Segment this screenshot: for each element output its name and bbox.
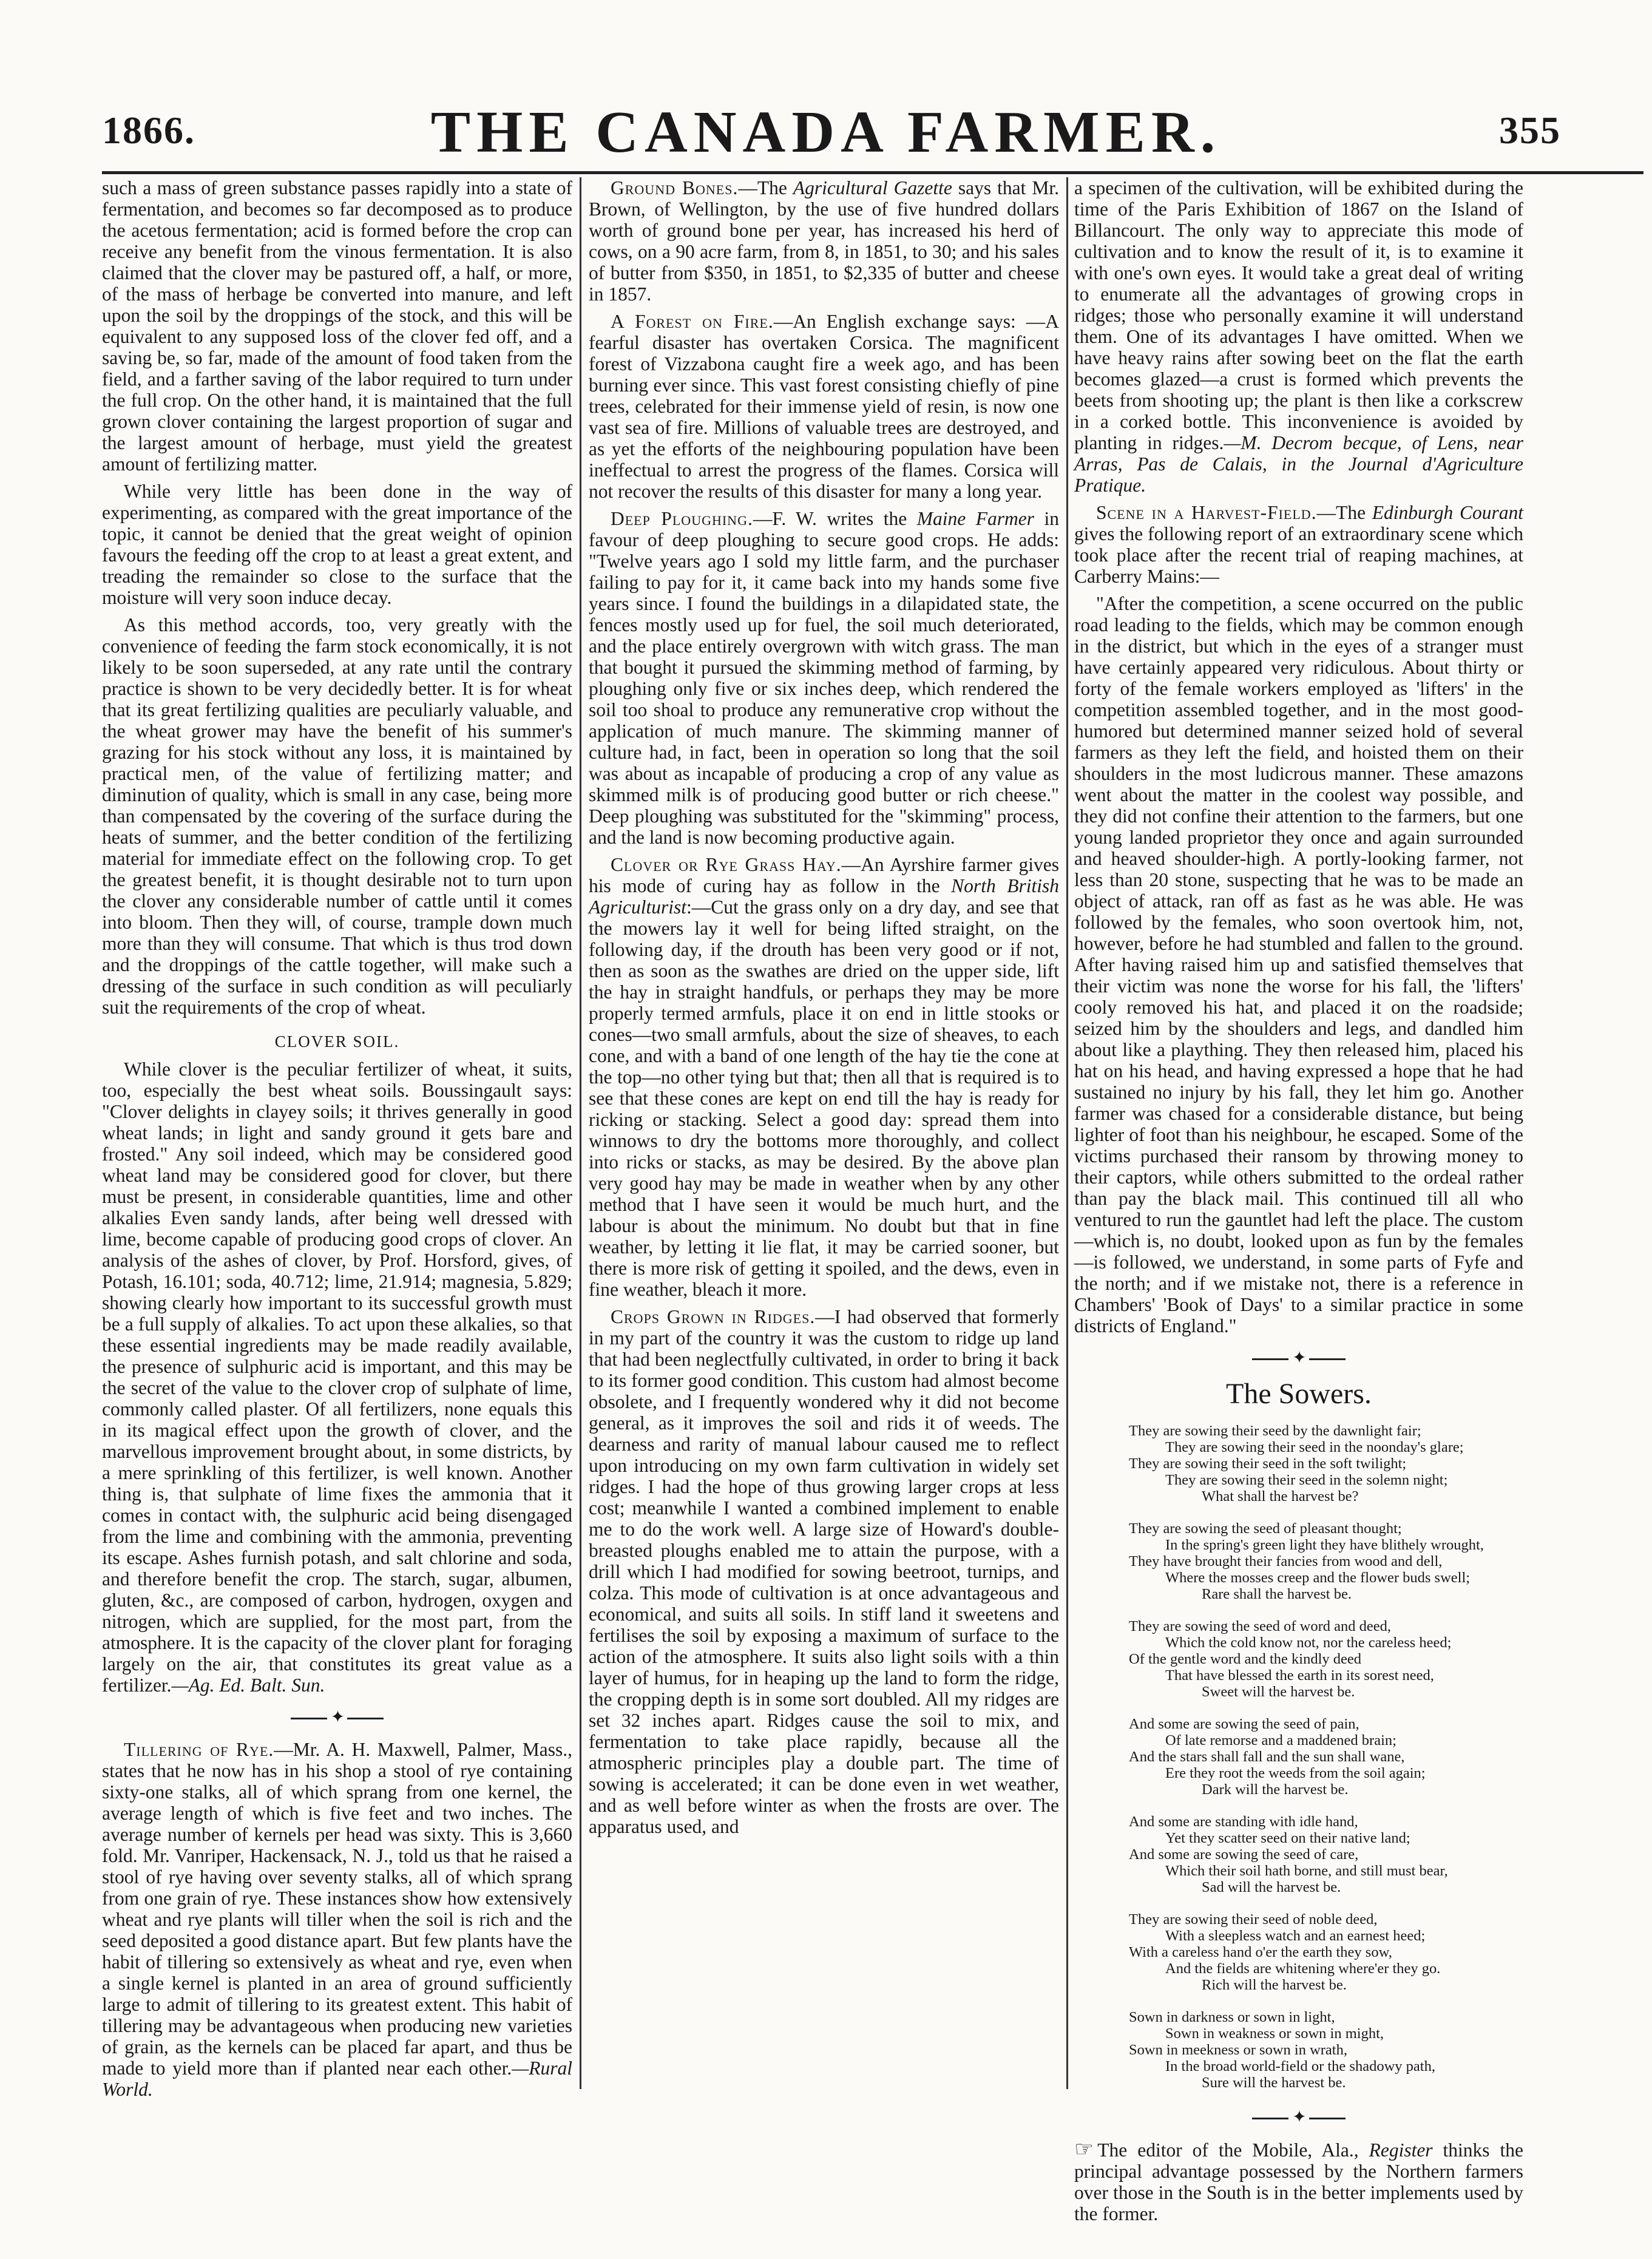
article-body: in favour of deep ploughing to secure good crops. He adds: "Twelve years ago I sold my little farm, and the purchaser failing to pay for it, it came back into my hands some five years since. I found the buildings in a dilapidated state, the fences mostly used up for fuel, the soil much deteriorated, and the place entirely overgrown with witch grass. The man that bought it pursued the skimming method of farming, by ploughing only five or six inches deep, which rendered the soil too shoal to produce any remunerative crop without the application of much manure. The skimming manner of culture had, in fact, been in operation so long that the soil was about as incapable of producing a crop of any value as skimmed milk is of producing good butter or rich cheese." Deep ploughing was substituted for the "skimming" process, and the land is now becoming productive again. (589, 508, 1059, 848)
source-credit: —Ag. Ed. Balt. Sun. (171, 1675, 325, 1696)
article-body: —I had observed that formerly in my part of the country it was the custom to ridge up land that had been neglectfully cultivated, in order to bring it back to its former good condition. This custom had almost become obsolete, and I frequently wondered why it did not become general, as it improves the soil and rids it of weeds. The dearness and rarity of manual labour caused me to reflect upon introducing on my own farm cultivation in widely set ridges. I had the hope of thus growing larger crops at less cost; meanwhile I wanted a combined implement to enable me to do the work well. A large size of Howard's double-breasted ploughs enabled me to attain the purpose, with a drill which I had modified for sowing beetroot, turnips, and colza. This mode of cultivation is at once advantageous and economical, and suits all soils. In stiff land it sweetens and fertilises the soil by exposing a maximum of surface to the action of the atmosphere. It suits also light soils with a thin layer of humus, for in heaping up the land to form the ridge, the cropping depth is in some sort doubled. All my ridges are set 32 inches apart. Ridges cause the soil to mix, and fermentation to take place rapidly, because all the atmospheric principles play a double part. The time of sowing is accelerated; it can be done even in wet weather, and as well before winter as when the frosts are over. The apparatus used, and (589, 1306, 1059, 1837)
article (589, 1306, 1059, 1837)
ornament-divider: ✦ (1074, 2107, 1523, 2128)
article-body: —F. W. writes the (753, 508, 917, 529)
poem-line: Rich will the harvest be. (1202, 1977, 1347, 1993)
source-credit: —M. Decrom becque, of Lens, near Arras, Pas de Calais, in the Journal d'Agriculture Pratique. (1074, 432, 1523, 496)
article-body: —An English exchange says: —A fearful disaster has overtaken Corsica. The magnificent forest of Vizzabona caught fire a week ago, and has been burning ever since. This vast forest consisting chiefly of pine trees, celebrated for their immense yield of resin, is now one vast sea of fire. Millions of valuable trees are destroyed, and as yet the efforts of the neighbouring population have been ineffectual to arrest the progress of the flames. Corsica will not recover the results of this disaster for many a long year. (589, 311, 1060, 502)
poem-line: Ere they root the weeds from the soil again; (1165, 1765, 1426, 1781)
poem-line: Sure will the harvest be. (1202, 2074, 1346, 2091)
poem-line: They are sowing their seed in the soft twilight; (1129, 1455, 1407, 1472)
article-heading: Tillering of Rye. (124, 1739, 274, 1760)
poem-line: They are sowing their seed by the dawnlight fair; (1129, 1423, 1421, 1439)
poem-stanza (1074, 2009, 1523, 2091)
poem-line: Sweet will the harvest be. (1202, 1684, 1355, 1700)
column-3 (1074, 177, 1523, 2224)
poem-line: Of late remorse and a maddened brain; (1165, 1732, 1396, 1749)
article-heading: Clover or Rye Grass Hay. (611, 854, 842, 875)
issue-year: 1866. (102, 109, 195, 152)
column-1 (102, 177, 572, 2100)
poem-line: Which their soil hath borne, and still must bear, (1165, 1863, 1448, 1879)
publication-name: North British Agriculturist (589, 875, 1059, 918)
poem-stanza (1074, 1911, 1523, 1993)
page-number: 355 (1499, 109, 1561, 152)
poem-line: And the fields are whitening where'er they go. (1165, 1960, 1441, 1977)
article-body: —Mr. A. H. Maxwell, Palmer, Mass., states that he now has in his shop a stool of rye containing sixty-one stalks, all of which sprang from one kernel, the average length of which is five feet and two inches. The average number of kernels per head was sixty. This is 3,660 fold. Mr. Vanriper, Hackensack, N. J., told us that he raised a stool of rye having over seventy stalks, all of which sprang from one grain of rye. These instances show how extensively wheat and rye plants will tiller when the soil is rich and the seed deposited a good distance apart. But few plants have the habit of tillering so extensively as wheat and rye, even when a single kernel is planted in an area of ground sufficiently large to admit of tillering to its greatest extent. This habit of tillering may be advantageous when producing new varieties of grain, as the kernels can be placed far apart, and thus be made to yield more than if planted near each other. (102, 1739, 572, 2079)
masthead (0, 0, 1652, 182)
paragraph-body: While clover is the peculiar fertilizer of wheat, it suits, too, especially the best wheat soils. Boussingault says: "Clover delights in clayey soils; it thrives generally in good wheat lands; in light and sandy ground it gets bare and frosted." Any soil indeed, which may be considered good wheat land may be considered good for clover, but there must be present, in considerable quantities, lime and other alkalies Even sandy lands, after being well dressed with lime, become capable of producing good crops of clover. An analysis of the ashes of clover, by Prof. Horsford, gives, of Potash, 16.101; soda, 40.712; lime, 21.914; magnesia, 5.829; showing clearly how important to its successful growth must be a full supply of alkalies. To act upon these alkalies, so that these essential ingredients may be made readily available, the presence of sulphuric acid is important, and this may be the secret of the value to the clover crop of sulphate of lime, commonly called plaster. Of all fertilizers, none equals this in its magical effect upon the growth of clover, and the marvellous improvement brought about, in some districts, by a mere sprinkling of this fertilizer, is well known. Another thing is, that sulphate of lime fixes the ammonia that it comes in contact with, the sulphuric acid being disengaged from the lime and combining with the ammonia, preventing its escape. Ashes furnish potash, and salt chlorine and soda, and therefore benefit the crop. The starch, sugar, albumen, gluten, &c., are composed of carbon, hydrogen, oxygen and nitrogen, which are supplied, for the most part, from the atmosphere. It is the capacity of the clover plant for foraging largely on the air, that constitutes its great value as a fertilizer. (102, 1058, 572, 1696)
ornament-divider: ✦ (102, 1707, 572, 1728)
poem-line: Which the cold know not, nor the careless heed; (1165, 1634, 1452, 1651)
paragraph (1074, 177, 1523, 496)
article (589, 177, 1059, 305)
poem-line: Sad will the harvest be. (1202, 1879, 1341, 1895)
article-body: —The (738, 177, 793, 198)
poem-line: That have blessed the earth in its sorest need, (1165, 1667, 1434, 1684)
article-heading: Scene in a Harvest-Field. (1096, 502, 1317, 523)
poem-line: And the stars shall fall and the sun shall wane, (1129, 1749, 1405, 1765)
poem-line: They have brought their fancies from wood and dell, (1129, 1553, 1443, 1570)
article (589, 311, 1059, 502)
pointing-hand-icon: ☞ (1074, 2137, 1094, 2161)
article-heading: Deep Ploughing. (611, 508, 753, 529)
poem-line: They are sowing the seed of pleasant thought; (1129, 1520, 1402, 1537)
publication-name: Maine Farmer (916, 508, 1034, 529)
newspaper-title: THE CANADA FARMER. (430, 100, 1222, 165)
poem-line: They are sowing the seed of word and deed, (1129, 1618, 1392, 1634)
poem-line: In the spring's green light they have blithely wrought, (1165, 1537, 1484, 1553)
paragraph (102, 1058, 572, 1696)
poem-line: What shall the harvest be? (1202, 1488, 1359, 1505)
article (589, 854, 1059, 1300)
poem-line: With a careless hand o'er the earth they sow, (1129, 1944, 1392, 1960)
poem-line: Rare shall the harvest be. (1202, 1586, 1352, 1602)
poem-line: Where the mosses creep and the flower buds swell; (1165, 1570, 1471, 1586)
publication-name: Edinburgh Courant (1372, 502, 1523, 523)
poem-stanza (1074, 1520, 1523, 1602)
poem-line: They are sowing their seed in the solemn night; (1165, 1472, 1448, 1488)
paragraph-body: a specimen of the cultivation, will be exhibited during the time of the Paris Exhibition of 1867 on the Island of Billancourt. The only way to appreciate this mode of cultivation and to know the result of it, is to examine it with one's own eyes. It would take a great deal of writing to enumerate all the advantages of growing crops in ridges; those who personally examine it will understand them. One of its advantages I have omitted. When we have heavy rains after sowing beet on the flat the earth becomes glazed—a crust is formed which prevents the beets from shooting up; the plant is then like a corkscrew in a corked bottle. This inconvenience is avoided by planting in ridges. (1074, 177, 1523, 453)
paragraph: such a mass of green substance passes rapidly into a state of fermentation, and becomes so far decomposed as to produce the acetous fermentation; acid is formed before the crop can receive any benefit from the vinous fermentation. It is also claimed that the clover may be pastured off, a half, or more, of the mass of herbage be converted into manure, and left upon the soil by the droppings of the stock, and this will be equivalent to any supposed loss of the clover fed off, and a saving be, so far, made of the amount of food taken from the field, and a farther saving of the labor required to turn under the full crop. On the other hand, it is maintained that the full grown clover containing the largest proportion of sugar and the largest amount of herbage, must yield the greatest amount of fertilizing matter. (102, 177, 572, 475)
note-body: The editor of the Mobile, Ala., (1097, 2139, 1369, 2161)
poem-line: Of the gentle word and the kindly deed (1129, 1651, 1362, 1667)
article-body: gives the following report of an extraordinary scene which took place after the recent trial of reaping machines, at Carberry Mains:— (1074, 523, 1523, 587)
article (102, 1739, 572, 2100)
paragraph: As this method accords, too, very greatly with the convenience of feeding the farm stock economically, it is not likely to be soon superseded, at any rate until the contrary practice is shown to be very decidedly better. It is for wheat that its great fertilizing qualities are peculiarly valuable, and the wheat grower may have the benefit of his summer's grazing for his stock without any loss, it is maintained by practical men, of the value of fertilizing matter; and diminution of quality, which is small in any case, being more than compensated by the covering of the surface during the heats of summer, and the better condition of the fertilizing material for immediate effect on the following crop. To get the greatest benefit, it is thought desirable not to turn upon the clover any considerable number of cattle until it comes into bloom. Then they will, of course, trample down much more than they will consume. That which is thus trod down and the droppings of the cattle together, will make such a dressing of the surface in such condition as will peculiarly suit the requirements of the crop of wheat. (102, 614, 572, 1018)
poem-line: With a sleepless watch and an earnest heed; (1165, 1928, 1426, 1944)
article-heading: Crops Grown in Ridges. (611, 1306, 816, 1327)
poem-line: Dark will the harvest be. (1202, 1781, 1349, 1798)
source-credit: —Rural World. (102, 2057, 572, 2100)
column-2 (589, 177, 1059, 2089)
publication-name: Agricultural Gazette (793, 177, 952, 198)
poem-line: And some are standing with idle hand, (1129, 1814, 1358, 1830)
poem-line: And some are sowing the seed of pain, (1129, 1716, 1359, 1732)
article (1074, 502, 1523, 587)
poem-stanza (1074, 1423, 1523, 1505)
note-body: thinks the principal advantage possessed by the Northern farmers over those in the South is in the better implements used by the former. (1074, 2139, 1523, 2224)
article-body: says that Mr. Brown, of Wellington, by the use of five hundred dollars worth of ground bone per year, has increased his herd of cows, on a 90 acre farm, from 8, in 1851, to 30; and his sales of butter from $350, in 1851, to $2,335 of butter and cheese in 1857. (589, 177, 1059, 305)
article-heading: Ground Bones. (611, 177, 739, 198)
poem-line: Sown in weakness or sown in might, (1165, 2025, 1384, 2042)
poem (1074, 1423, 1523, 2091)
article-heading: A Forest on Fire. (611, 311, 774, 332)
masthead-rule (102, 171, 1644, 174)
poem-line: And some are sowing the seed of care, (1129, 1846, 1359, 1863)
poem-title: The Sowers. (1226, 1378, 1372, 1410)
editorial-note (1074, 2139, 1523, 2224)
column-divider (580, 177, 581, 2089)
article-body: —The (1316, 502, 1372, 523)
publication-name: Register (1369, 2139, 1433, 2161)
poem-stanza (1074, 1716, 1523, 1798)
quotation: "After the competition, a scene occurred on the public road leading to the fields, which may be common enough in the district, but which in the eyes of a stranger must have certainly appeared very ridiculous. About thirty or forty of the female workers employed as 'lifters' in the competition assembled together, and in the most good-humored but determined manner seized hold of several farmers as they left the field, and hoisted them on their shoulders in the most ludicrous manner. These amazons went about the matter in the coolest way possible, and they did not confine their attention to the farmers, but one young landed proprietor they once and again surrounded and heaved shoulder-high. A portly-looking farmer, not less than 20 stone, suspecting that he was to be made an object of attack, ran off as fast as he was able. He was followed by the females, who soon overtook him, not, however, before he had stumbled and fallen to the ground. After having raised him up and satisfied themselves that their victim was none the worse for his fall, the 'lifters' cooly removed his hat, and placed it on the roadside; seized him by the shoulders and legs, and dandled him about like a plaything. They then released him, placed his hat on his head, and having expressed a hope that he had sustained no injury by his fall, they let him go. Another farmer was chased for a considerable distance, but being lighter of foot than his neighbour, he escaped. Some of the victims purchased their ransom by throwing money to their captors, while others submitted to the ordeal rather than pay the black mail. This continued till all who ventured to run the gauntlet had left the place. The custom—which is, no doubt, looked upon as fun by the females—is followed, we understand, in some parts of Fyfe and the north; and if we mistake not, there is a reference in Chambers' 'Book of Days' to a similar practice in some districts of England." (1074, 593, 1523, 1336)
article (589, 508, 1059, 848)
poem-line: Sown in meekness or sown in wrath, (1129, 2042, 1347, 2058)
poem-line: In the broad world-field or the shadowy path, (1165, 2058, 1435, 2074)
column-divider (1066, 177, 1068, 2089)
poem-line: Yet they scatter seed on their native land; (1165, 1830, 1410, 1846)
article-body: —An Ayrshire farmer gives his mode of curing hay as follow in the (589, 854, 1059, 896)
section-subheading: CLOVER SOIL. (274, 1032, 400, 1051)
article-body: :—Cut the grass only on a dry day, and see that the mowers lay it well for being lifted straight, on the following day, if the drouth has been very good or if not, then as soon as the swathes are dried on the upper side, lift the hay in straight handfuls, or perhaps they may be more properly termed armfuls, place it on end in little stooks or cones—two small armfuls, about the size of sheaves, to each cone, and with a band of one length of the hay tie the cone at the top—no other tying but that; then all that is required is to see that these cones are kept on end till the hay is ready for ricking or stacking. Select a good day: spread them into winnows to dry the bottoms more thoroughly, and collect into ricks or stacks, as may be desired. By the above plan very good hay may be made in weather when by any other method that I have seen it would be much hurt, and the labour is about the minimum. No doubt but that in fine weather, by letting it lie flat, it may be carried sooner, but there is more risk of getting it spoiled, and the dews, even in fine weather, bleach it more. (589, 896, 1059, 1300)
poem-line: Sown in darkness or sown in light, (1129, 2009, 1335, 2025)
poem-line: They are sowing their seed in the noonday's glare; (1165, 1439, 1464, 1455)
poem-line: They are sowing their seed of noble deed, (1129, 1911, 1378, 1928)
paragraph: While very little has been done in the way of experimenting, as compared with the great importance of the topic, it cannot be denied that the great weight of opinion favours the feeding off the crop to at least a great extent, and treading the remainder so close to the surface that the moisture will very soon induce decay. (102, 481, 572, 608)
ornament-divider: ✦ (1074, 1347, 1523, 1369)
poem-stanza (1074, 1618, 1523, 1700)
poem-stanza (1074, 1814, 1523, 1895)
